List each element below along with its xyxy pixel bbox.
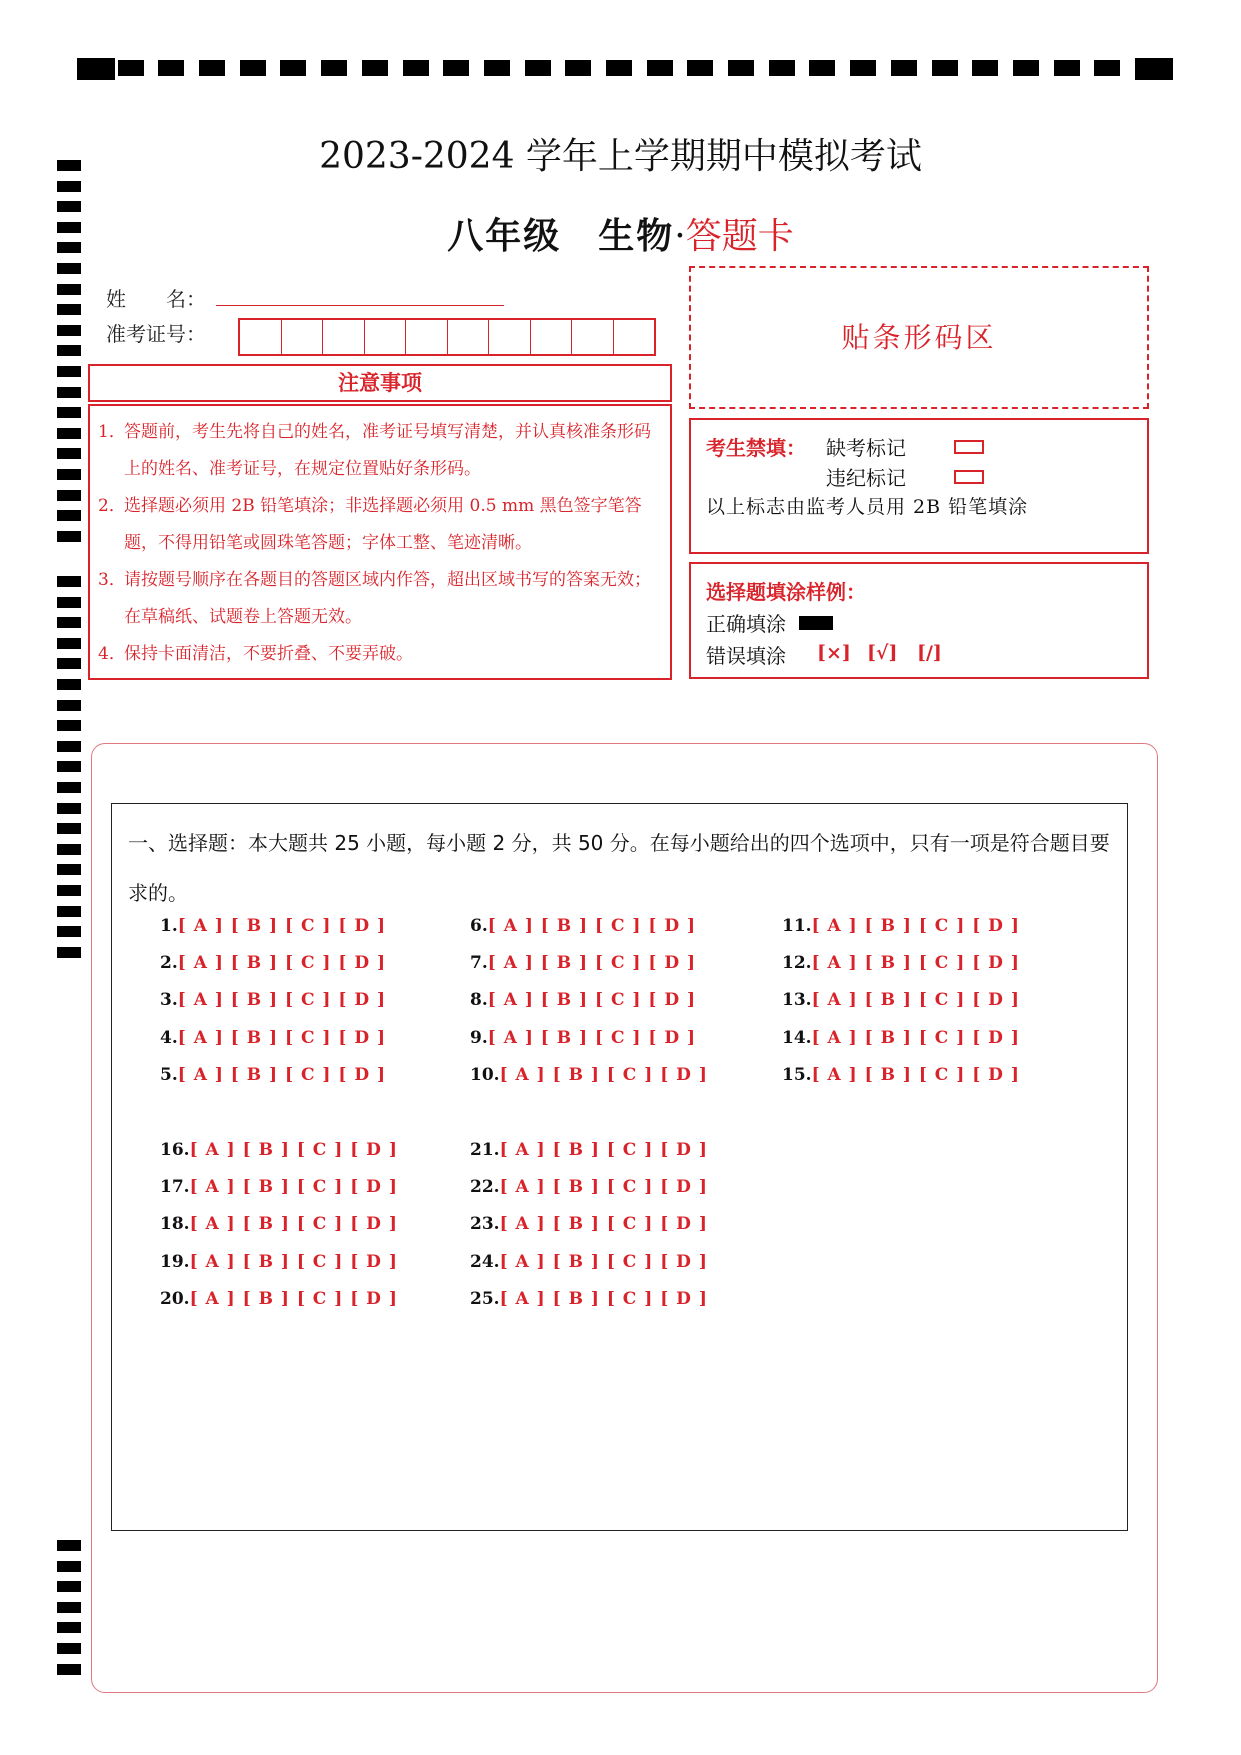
answer-options[interactable]: [ A ] [ B ] [ C ] [ D ] [811, 1065, 1020, 1085]
timing-mark [57, 617, 81, 628]
question-number: 23. [470, 1214, 500, 1234]
question-number: 20. [160, 1289, 190, 1309]
timing-mark [932, 60, 958, 76]
name-label: 姓 名： [106, 287, 206, 311]
notice-item-text: 选择题必须用 2B 铅笔填涂；非选择题必须用 0.5 mm 黑色签字笔答题，不得用铅笔或圆珠笔答题；字体工整、笔迹清晰。 [124, 496, 642, 553]
question-row [160, 990, 386, 1010]
exam-id-cell[interactable] [282, 320, 324, 354]
timing-mark [57, 531, 81, 542]
answer-options[interactable]: [ A ] [ B ] [ C ] [ D ] [189, 1177, 398, 1197]
timing-mark [57, 864, 81, 875]
exam-id-cell[interactable] [448, 320, 490, 354]
timing-mark [57, 345, 81, 356]
timing-mark [57, 304, 81, 315]
question-row [470, 1289, 708, 1309]
question-number: 12. [782, 953, 812, 973]
question-number: 10. [470, 1065, 500, 1085]
timing-mark [57, 510, 81, 521]
timing-mark [972, 60, 998, 76]
question-row [160, 1177, 398, 1197]
timing-mark [57, 926, 81, 937]
question-row [782, 916, 1020, 936]
timing-mark [57, 325, 81, 336]
question-number: 25. [470, 1289, 500, 1309]
section-instruction: 一、选择题：本大题共 25 小题，每小题 2 分，共 50 分。在每小题给出的四个选项中，只有一项是符合题目要求的。 [128, 831, 1110, 905]
timing-mark [57, 284, 81, 295]
exam-id-cell[interactable] [365, 320, 407, 354]
question-number: 4. [160, 1028, 178, 1048]
answer-options[interactable]: [ A ] [ B ] [ C ] [ D ] [499, 1289, 708, 1309]
timing-mark [57, 407, 81, 418]
answer-options[interactable]: [ A ] [ B ] [ C ] [ D ] [811, 990, 1020, 1010]
timing-mark [57, 428, 81, 439]
exam-id-grid[interactable] [238, 318, 656, 356]
wrong-fill-label: 错误填涂 [706, 644, 786, 668]
question-number: 16. [160, 1140, 190, 1160]
timing-mark [77, 58, 115, 80]
notice-item-number: 1． [98, 422, 126, 442]
timing-mark [1054, 60, 1080, 76]
forbidden-fill-box [689, 418, 1149, 554]
violation-mark-box [954, 470, 984, 484]
notice-body [88, 404, 672, 680]
timing-mark [57, 741, 81, 752]
question-number: 19. [160, 1252, 190, 1272]
question-row [160, 1214, 398, 1234]
barcode-area: 贴条形码区 [689, 266, 1149, 409]
timing-mark [57, 700, 81, 711]
exam-title: 2023-2024 学年上学期期中模拟考试 [319, 136, 922, 177]
answer-options[interactable]: [ A ] [ B ] [ C ] [ D ] [811, 916, 1020, 936]
question-number: 15. [782, 1065, 812, 1085]
notice-item-text: 保持卡面清洁，不要折叠、不要弄破。 [124, 644, 413, 664]
notice-item-text: 答题前，考生先将自己的姓名，准考证号填写清楚，并认真核准条形码上的姓名、准考证号，在规定位置贴好条形码。 [124, 422, 651, 479]
exam-id-cell[interactable] [531, 320, 573, 354]
timing-mark [57, 1540, 81, 1551]
answer-options[interactable]: [ A ] [ B ] [ C ] [ D ] [811, 953, 1020, 973]
question-row [160, 1289, 398, 1309]
answer-options[interactable]: [ A ] [ B ] [ C ] [ D ] [499, 1177, 708, 1197]
question-number: 14. [782, 1028, 812, 1048]
question-number: 13. [782, 990, 812, 1010]
timing-mark [606, 60, 632, 76]
answer-options[interactable]: [ A ] [ B ] [ C ] [ D ] [487, 990, 697, 1010]
question-row [470, 916, 696, 936]
notice-item-number: 2． [98, 496, 126, 516]
timing-mark [240, 60, 266, 76]
subject-label: 生物 [598, 215, 675, 257]
question-number: 18. [160, 1214, 190, 1234]
exam-id-cell[interactable] [406, 320, 448, 354]
notice-item-text: 请按题号顺序在各题目的答题区域内作答，超出区域书写的答案无效；在草稿纸、试题卷上答题无效。 [124, 570, 651, 627]
timing-mark [647, 60, 673, 76]
question-number: 2. [160, 953, 178, 973]
forbidden-label: 考生禁填： [706, 436, 806, 460]
question-row [160, 1028, 386, 1048]
answer-options[interactable]: [ A ] [ B ] [ C ] [ D ] [499, 1214, 708, 1234]
card-subtitle [0, 208, 1241, 259]
timing-mark [57, 1643, 81, 1654]
timing-mark [57, 1602, 81, 1613]
notice-item-number: 4． [98, 644, 126, 664]
notice-item-number: 3． [98, 570, 126, 590]
left-timing-marks [57, 160, 81, 1680]
timing-mark [403, 60, 429, 76]
timing-mark [57, 906, 81, 917]
question-row [782, 1065, 1020, 1085]
answer-options[interactable]: [ A ] [ B ] [ C ] [ D ] [189, 1140, 398, 1160]
absent-mark-box [954, 440, 984, 454]
timing-mark [199, 60, 225, 76]
notice-item [98, 488, 664, 562]
timing-mark [57, 490, 81, 501]
notice-item [98, 636, 664, 673]
answer-options[interactable]: [ A ] [ B ] [ C ] [ D ] [499, 1252, 708, 1272]
notice-title: 注意事项 [88, 364, 672, 402]
question-number: 7. [470, 953, 488, 973]
wrong-mark-cross: [×] [817, 642, 851, 664]
timing-mark [57, 803, 81, 814]
question-row [160, 1252, 398, 1272]
timing-mark [280, 60, 306, 76]
wrong-mark-check: [√] [867, 642, 898, 664]
exam-id-cell[interactable] [489, 320, 531, 354]
answer-options[interactable]: [ A ] [ B ] [ C ] [ D ] [177, 1028, 387, 1048]
correct-fill-label: 正确填涂 [706, 612, 786, 636]
answer-options[interactable]: [ A ] [ B ] [ C ] [ D ] [189, 1214, 398, 1234]
question-number: 9. [470, 1028, 488, 1048]
wrong-mark-slash: [/] [917, 642, 942, 664]
title-separator: · [674, 216, 686, 257]
timing-mark [57, 844, 81, 855]
timing-mark [57, 638, 81, 649]
timing-mark [57, 782, 81, 793]
question-row [470, 953, 696, 973]
exam-id-cell[interactable] [614, 320, 655, 354]
correct-fill-example [799, 616, 833, 630]
timing-mark [769, 60, 795, 76]
timing-mark [57, 387, 81, 398]
timing-mark [728, 60, 754, 76]
question-row [470, 1028, 696, 1048]
sample-title: 选择题填涂样例： [706, 580, 866, 604]
timing-mark [57, 658, 81, 669]
question-row [470, 1177, 708, 1197]
timing-mark [57, 366, 81, 377]
timing-mark [443, 60, 469, 76]
question-row [160, 1065, 386, 1085]
question-row [160, 953, 386, 973]
violation-mark-label: 违纪标记 [826, 466, 906, 490]
timing-mark [1094, 60, 1120, 76]
timing-mark [57, 1664, 81, 1675]
question-row [470, 1214, 708, 1234]
answer-options[interactable]: [ A ] [ B ] [ C ] [ D ] [177, 916, 387, 936]
answer-options[interactable]: [ A ] [ B ] [ C ] [ D ] [177, 953, 387, 973]
question-row [470, 1140, 708, 1160]
timing-mark [565, 60, 591, 76]
timing-mark [57, 576, 81, 587]
timing-mark [850, 60, 876, 76]
question-number: 21. [470, 1140, 500, 1160]
question-number: 17. [160, 1177, 190, 1197]
notice-item [98, 562, 664, 636]
answer-options[interactable]: [ A ] [ B ] [ C ] [ D ] [499, 1140, 708, 1160]
answer-options[interactable]: [ A ] [ B ] [ C ] [ D ] [811, 1028, 1020, 1048]
absent-mark-label: 缺考标记 [826, 436, 906, 460]
name-input-line[interactable] [216, 305, 504, 306]
timing-mark [809, 60, 835, 76]
timing-mark [57, 1561, 81, 1572]
timing-mark [57, 823, 81, 834]
exam-id-cell[interactable] [323, 320, 365, 354]
question-number: 24. [470, 1252, 500, 1272]
timing-mark [687, 60, 713, 76]
timing-mark [1013, 60, 1039, 76]
timing-mark [1135, 58, 1173, 80]
timing-mark [57, 720, 81, 731]
timing-mark [57, 448, 81, 459]
answer-options[interactable]: [ A ] [ B ] [ C ] [ D ] [189, 1252, 398, 1272]
timing-mark [891, 60, 917, 76]
question-number: 3. [160, 990, 178, 1010]
question-number: 1. [160, 916, 178, 936]
grade-label: 八年级 [447, 215, 562, 257]
top-timing-marks [77, 58, 1173, 80]
fill-sample-box [689, 562, 1149, 679]
timing-mark [57, 597, 81, 608]
question-row [782, 1028, 1020, 1048]
question-row [470, 1065, 708, 1085]
timing-mark [57, 947, 81, 958]
timing-mark [321, 60, 347, 76]
question-row [470, 990, 696, 1010]
question-number: 11. [782, 916, 812, 936]
question-row [470, 1252, 708, 1272]
answer-options[interactable]: [ A ] [ B ] [ C ] [ D ] [487, 953, 697, 973]
timing-mark [57, 761, 81, 772]
answer-options[interactable]: [ A ] [ B ] [ C ] [ D ] [177, 990, 387, 1010]
question-row [160, 916, 386, 936]
answer-options[interactable]: [ A ] [ B ] [ C ] [ D ] [499, 1065, 708, 1085]
answer-options[interactable]: [ A ] [ B ] [ C ] [ D ] [487, 916, 697, 936]
timing-mark [525, 60, 551, 76]
timing-mark [118, 60, 144, 76]
timing-mark [484, 60, 510, 76]
exam-id-label: 准考证号： [106, 322, 206, 346]
question-number: 5. [160, 1065, 178, 1085]
answer-options[interactable]: [ A ] [ B ] [ C ] [ D ] [487, 1028, 697, 1048]
timing-mark [57, 885, 81, 896]
timing-mark [158, 60, 184, 76]
timing-mark [57, 181, 81, 192]
timing-mark [362, 60, 388, 76]
timing-mark [57, 679, 81, 690]
answer-options[interactable]: [ A ] [ B ] [ C ] [ D ] [189, 1289, 398, 1309]
notice-item [98, 414, 664, 488]
timing-mark [57, 469, 81, 480]
question-number: 22. [470, 1177, 500, 1197]
question-row [782, 953, 1020, 973]
question-row [782, 990, 1020, 1010]
question-number: 6. [470, 916, 488, 936]
exam-id-cell[interactable] [572, 320, 614, 354]
question-row [160, 1140, 398, 1160]
answer-options[interactable]: [ A ] [ B ] [ C ] [ D ] [177, 1065, 387, 1085]
question-number: 8. [470, 990, 488, 1010]
timing-mark [57, 263, 81, 274]
timing-mark [57, 1622, 81, 1633]
card-label: 答题卡 [685, 216, 794, 257]
exam-id-cell[interactable] [240, 320, 282, 354]
timing-mark [57, 1581, 81, 1592]
forbidden-note: 以上标志由监考人员用 2B 铅笔填涂 [706, 496, 1029, 518]
